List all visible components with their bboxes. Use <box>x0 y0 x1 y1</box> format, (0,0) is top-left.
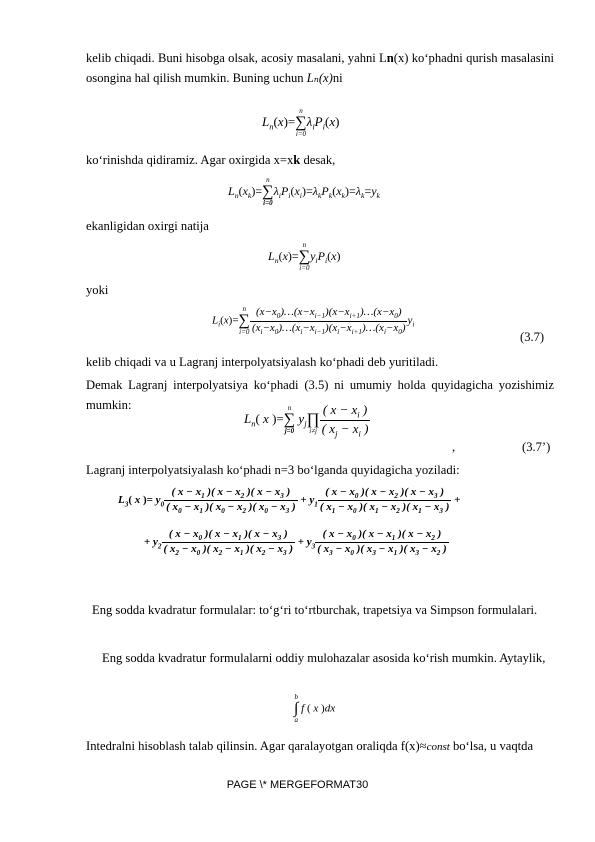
equation-comma: , <box>452 440 456 454</box>
line-ekanligidan: ekanligidan oxirgi natija <box>86 219 209 233</box>
line-kelib-chiqadi: kelib chiqadi va u Lagranj interpolyatsiyalash ko‘phadi deb yuritiladi. <box>86 355 439 369</box>
paragraph-eng-sodda-formulalar: Eng sodda kvadratur formulalar: to‘g‘ri to‘rtburchak, trapetsiya va Simpson formulalari. <box>92 603 538 617</box>
equation-integral: b ∫ a f ( x )dx <box>294 693 336 724</box>
equation-number-3-7: (3.7) <box>520 330 545 344</box>
page-footer: PAGE \* MERGEFORMAT30 <box>226 779 369 791</box>
equation-ln-product: $L_n$( x )= n ∑ j=0 $y_j$ ∏ i≠j $\frac{( x - x_i )}{( x_j - x_i )}$ <box>244 402 369 439</box>
line-yoki: yoki <box>86 283 109 297</box>
paragraph-intro: kelib chiqadi. Buni hisobga olsak, acosiy masalani, yahni Ln(x) ko‘phadni qurish masalasini osongina hal qilish mumkin. Buning uchun Lₙ(x)ni <box>86 51 554 85</box>
equation-l3-line2: + $y_2$ $\frac{( x - x_0 )( x - x_1 )( x - x_3 )}{( x_2 - x_0 )( x_2 - x_1 )( x_2 - x_3 )}$ + $y_3$ $\frac{( x - x_0 )( x - x_1 )( x - x_2 )}{( x_3 - x_0 )( x_3 - x_1 )( x_3 - x_2 )}$ <box>144 528 447 558</box>
paragraph-demak: Demak Lagranj interpolyatsiya ko‘phadi (3.5) ni umumiy holda quyidagicha yozishimiz mumkin: <box>86 378 554 412</box>
equation-l3-line1: $L_3$( x )= $y_0$ $\frac{( x - x_1 )( x - x_2 )( x - x_3 )}{( x_0 - x_1 )( x_0 - x_2 )( x_0 - x_3 )}$ + $y_1$ $\frac{( x - x_0 )( x - x_2 )( x - x_3 )}{( x_1 - x_0 )( x_1 - x_2 )( x_1 - x_3 )}$ + <box>118 486 461 516</box>
equation-ln-y: $L_n(x)=$ n ∑ i=0 $y_iP_i(x)$ <box>268 241 341 272</box>
equation-ln-xk: $L_n(x_k)=$ n ∑ i=0 $\lambda_iP_i(x_i)=\lambda_kP_k(x_k)=\lambda_k=y_k$ <box>228 176 381 207</box>
paragraph-intedral: Intedralni hisoblash talab qilinsin. Agar qaralayotgan oraliqda f(x)≈const bo‘lsa, u vaqtda <box>86 739 534 753</box>
equation-number-3-7-prime: (3.7’) <box>522 440 551 454</box>
line-lagranj-n3: Lagranj interpolyatsiyalash ko‘phadi n=3 bo‘lganda quyidagicha yoziladi: <box>86 463 460 477</box>
line-korinishda: ko‘rinishda qidiramiz. Agar oxirgida x=xk desak, <box>86 153 336 167</box>
equation-li: $L_i(x)=$ n ∑ i=0 $\frac{(x-x_0)\dots(x-x_{i-1})(x-x_{i+1})\dots(x-x_0)}{(x_i-x_0)\dots(x_i-x_{i-1})(x_i-x_{i+1})\dots(x_i-x_0)}$ $y_i$ <box>212 305 415 336</box>
paragraph-eng-sodda-kvadratur: Eng sodda kvadratur formulalarni oddiy mulohazalar asosida ko‘rish mumkin. Aytaylik, <box>102 651 546 665</box>
equation-ln-lambda: $L_n(x)=$ n ∑ i=0 $\lambda_iP_i(x)$ <box>262 107 340 138</box>
